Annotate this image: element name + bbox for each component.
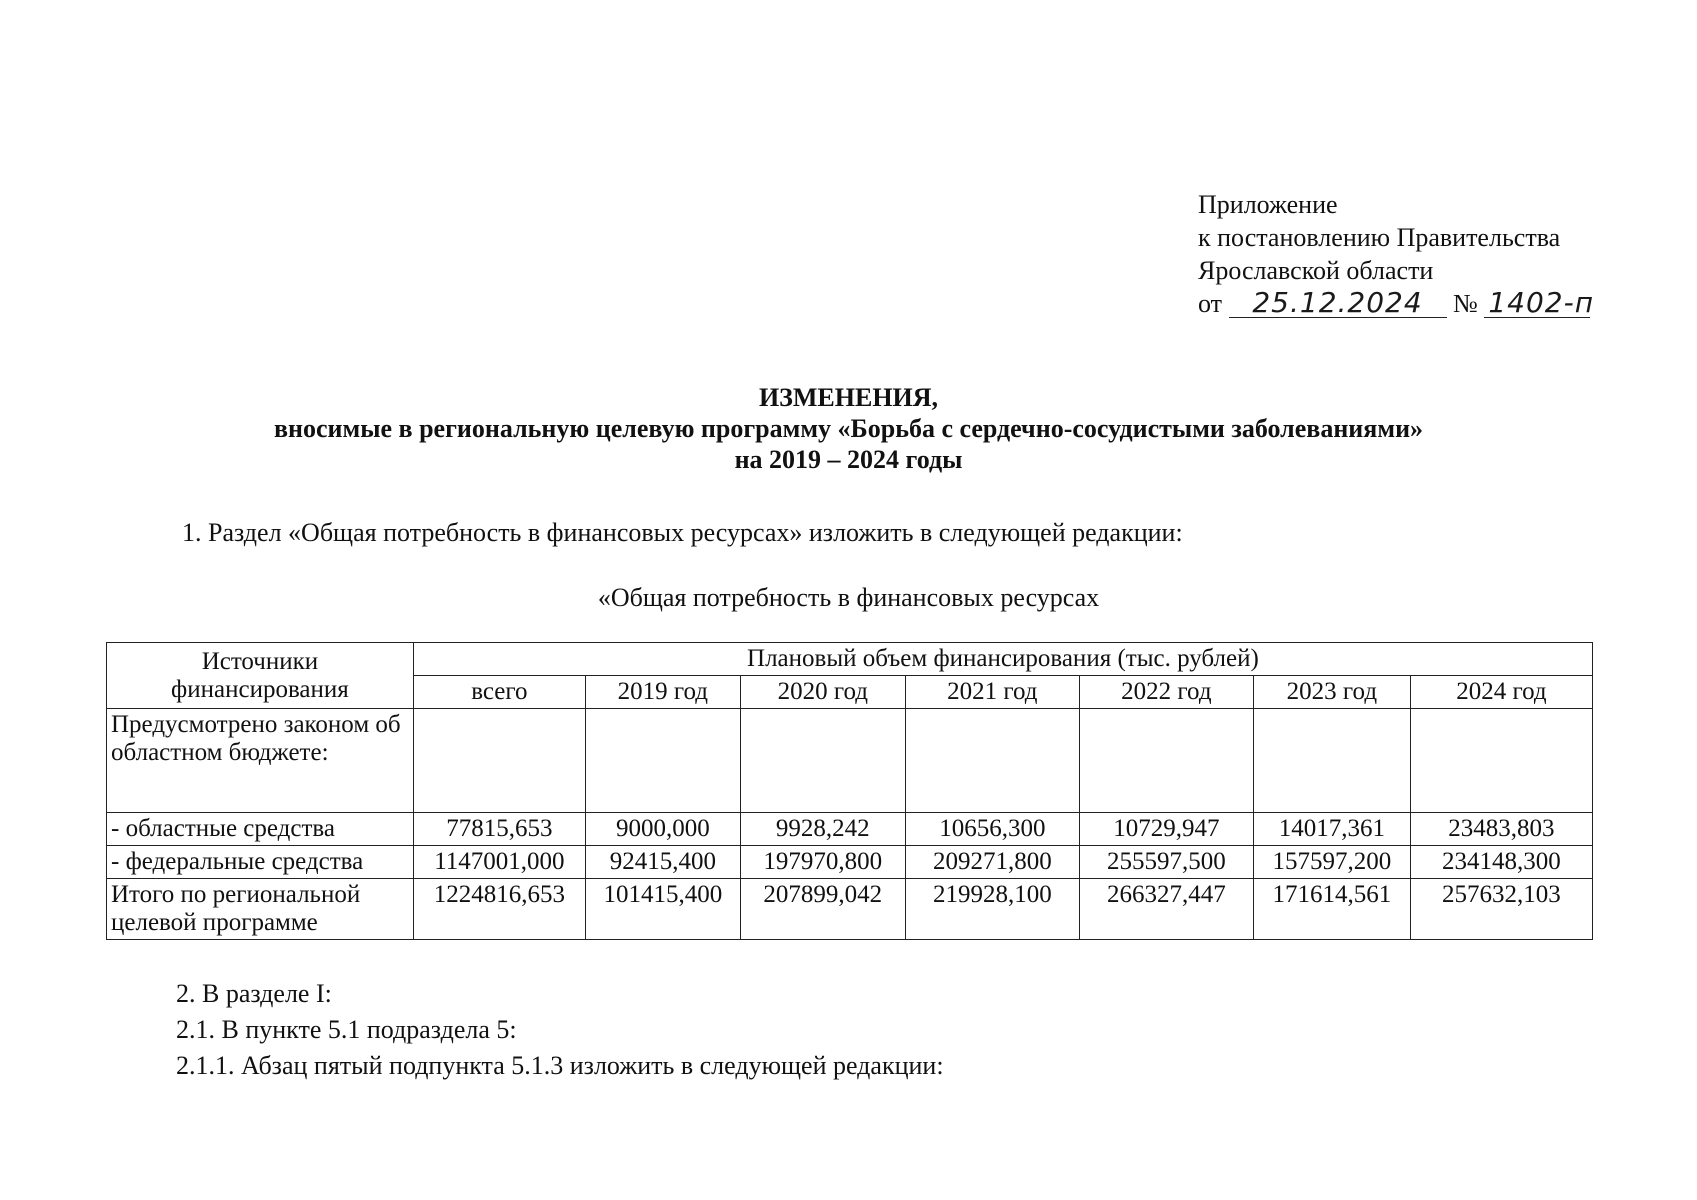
table-cell: 209271,800 [905,846,1079,879]
table-cell-empty [413,709,585,813]
table-cell: 14017,361 [1253,813,1410,846]
date-prefix: от [1198,289,1223,318]
heading-subtitle: вносимые в региональную целевую программу «Борьба с сердечно-сосудистыми заболеваниями» [273,414,1424,443]
paragraph-2: 2. В разделе I: [176,979,332,1008]
table-cell-empty [585,709,740,813]
appendix-title: Приложение [1198,190,1338,219]
table-cell: 9928,242 [740,813,905,846]
table-cell: 10729,947 [1079,813,1253,846]
column-header: 2022 год [1079,676,1253,709]
group-label: Предусмотрено законом об областном бюджете: [107,709,414,813]
table-cell: 257632,103 [1410,879,1592,940]
table-row-total [107,879,1593,940]
column-header: всего [413,676,585,709]
column-header: 2020 год [740,676,905,709]
column-header: 2021 год [905,676,1079,709]
financing-table [106,642,1593,940]
table-cell: 77815,653 [413,813,585,846]
row-label: - федеральные средства [107,846,414,879]
handwritten-number: 1402-п [1484,289,1590,318]
table-cell: 171614,561 [1253,879,1410,940]
table-cell: 10656,300 [905,813,1079,846]
table-cell: 234148,300 [1410,846,1592,879]
paragraph-4: 2.1.1. Абзац пятый подпункта 5.1.3 изложить в следующей редакции: [176,1051,944,1080]
table-cell-empty [905,709,1079,813]
table-cell: 101415,400 [585,879,740,940]
table-row-group [107,709,1593,813]
table-cell: 266327,447 [1079,879,1253,940]
table-cell: 9000,000 [585,813,740,846]
appendix-resolution: к постановлению Правительства [1198,223,1561,252]
appendix-region: Ярославской области [1198,256,1434,285]
paragraph-1: 1. Раздел «Общая потребность в финансовых ресурсах» изложить в следующей редакции: [182,518,1183,547]
document-heading [0,382,1697,475]
column-header: 2019 год [585,676,740,709]
row-label: Итого по региональной целевой программе [107,879,414,940]
table-cell: 92415,400 [585,846,740,879]
table-cell: 1224816,653 [413,879,585,940]
table-cell-empty [740,709,905,813]
table-cell: 23483,803 [1410,813,1592,846]
column-header: 2024 год [1410,676,1592,709]
table-cell-empty [1079,709,1253,813]
table-cell: 1147001,000 [413,846,585,879]
heading-years: на 2019 – 2024 годы [734,445,963,474]
row-label: - областные средства [107,813,414,846]
appendix-date-number-line [1198,286,1595,320]
appendix-block [1198,188,1595,320]
header-plan: Плановый объем финансирования (тыс. рублей) [413,643,1592,676]
table-row [107,813,1593,846]
number-prefix: № [1453,289,1478,318]
header-source: Источники финансирования [107,643,414,709]
table-cell: 219928,100 [905,879,1079,940]
table-header-row [107,643,1593,676]
table-cell: 157597,200 [1253,846,1410,879]
table-cell-empty [1253,709,1410,813]
paragraph-3: 2.1. В пункте 5.1 подраздела 5: [176,1015,517,1044]
table-cell-empty [1410,709,1592,813]
table-caption: «Общая потребность в финансовых ресурсах [597,583,1100,612]
heading-title: ИЗМЕНЕНИЯ, [758,383,939,412]
table-cell: 255597,500 [1079,846,1253,879]
handwritten-date: 25.12.2024 [1229,289,1447,318]
table-row [107,846,1593,879]
table-cell: 197970,800 [740,846,905,879]
table-cell: 207899,042 [740,879,905,940]
column-header: 2023 год [1253,676,1410,709]
